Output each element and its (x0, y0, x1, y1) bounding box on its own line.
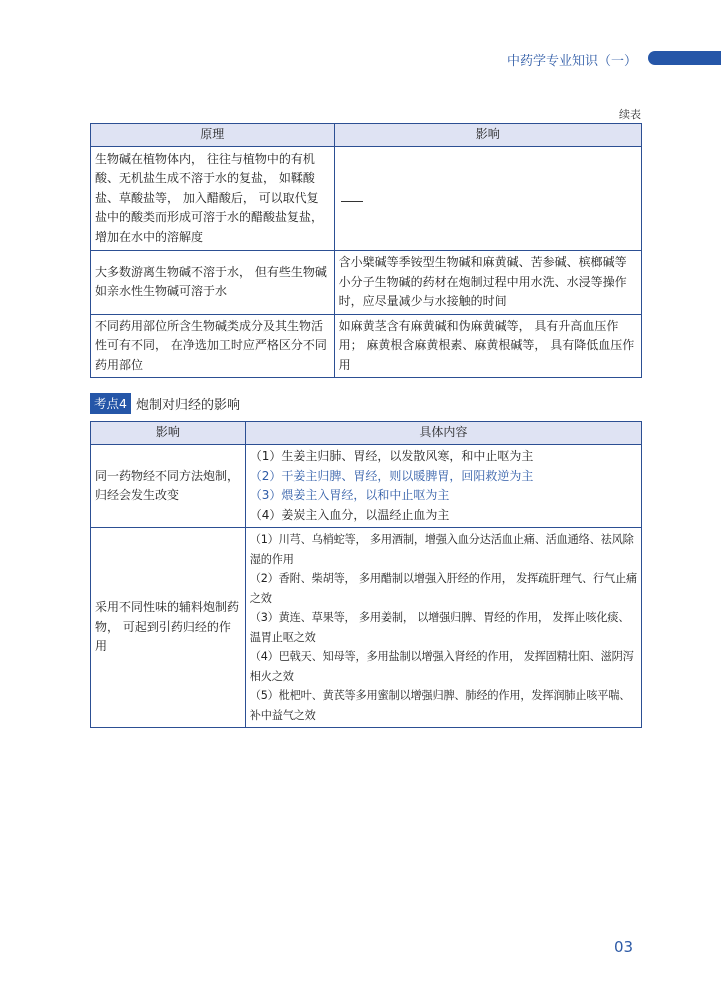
table-header-row (91, 124, 642, 147)
header-accent-bar (648, 51, 721, 65)
column-header: 影响 (91, 422, 246, 445)
effect-cell: 同一药物经不同方法炮制，归经会发生改变 (91, 445, 246, 528)
page-number: 03 (614, 938, 634, 956)
continued-label: 续表 (619, 108, 641, 121)
table-row (91, 147, 642, 251)
content-cell (245, 445, 641, 528)
table-header-row (91, 422, 642, 445)
running-header-title: 中药学专业知识（一） (506, 54, 637, 69)
section-heading (90, 393, 240, 414)
table-row (91, 445, 642, 528)
list-item: （2）干姜主归脾、胃经，则以暖脾胃，回阳救逆为主 (249, 468, 534, 483)
table-row (91, 528, 642, 728)
list-item: （4）巴戟天、知母等，多用盐制以增强入肾经的作用， 发挥固精壮阳、滋阴泻相火之效 (249, 650, 634, 683)
column-header: 原理 (91, 124, 335, 147)
list-item: （4）姜炭主入血分，以温经止血为主 (249, 507, 450, 522)
list-item: （3）黄连、草果等， 多用姜制， 以增强归脾、胃经的作用， 发挥止咳化痰、温胃止呕之效 (249, 611, 630, 644)
list-item: （2）香附、柴胡等， 多用醋制以增强入肝经的作用， 发挥疏肝理气、行气止痛之效 (249, 572, 637, 605)
principle-cell: 不同药用部位所含生物碱类成分及其生物活性可有不同， 在净选加工时应严格区分不同药用部位 (91, 314, 335, 378)
alkaloid-table (90, 123, 642, 378)
principle-cell: 生物碱在植物体内， 往往与植物中的有机酸、无机盐生成不溶于水的复盐， 如鞣酸盐、草酸盐等， 加入醋酸后， 可以取代复盐中的酸类而形成可溶于水的醋酸盐复盐，增加在水中的溶解度 (91, 147, 335, 251)
effect-cell: 含小檗碱等季铵型生物碱和麻黄碱、苦参碱、槟榔碱等小分子生物碱的药材在炮制过程中用水洗、水浸等操作时，应尽量减少与水接触的时间 (334, 251, 641, 315)
effect-cell: 如麻黄茎含有麻黄碱和伪麻黄碱等， 具有升高血压作用； 麻黄根含麻黄根素、麻黄根碱等， 具有降低血压作用 (334, 314, 641, 378)
list-item: （5）枇杷叶、黄芪等多用蜜制以增强归脾、肺经的作用，发挥润肺止咳平喘、补中益气之效 (249, 689, 631, 722)
effect-cell: 采用不同性味的辅料炮制药物， 可起到引药归经的作用 (91, 528, 246, 728)
table-row (91, 314, 642, 378)
meridian-table (90, 421, 642, 728)
table-row (91, 251, 642, 315)
column-header: 具体内容 (245, 422, 641, 445)
list-item: （1）川芎、乌梢蛇等， 多用酒制，增强入血分达活血止痛、活血通络、祛风除湿的作用 (249, 533, 634, 566)
column-header: 影响 (334, 124, 641, 147)
section-title: 炮制对归经的影响 (135, 398, 240, 413)
principle-cell: 大多数游离生物碱不溶于水， 但有些生物碱如亲水性生物碱可溶于水 (91, 251, 335, 315)
dash-mark (341, 201, 363, 202)
list-item: （3）煨姜主入胃经，以和中止呕为主 (249, 488, 450, 502)
list-item: （1）生姜主归肺、胃经，以发散风寒，和中止呕为主 (249, 449, 534, 463)
content-cell (245, 528, 641, 728)
effect-cell (334, 147, 641, 251)
section-badge: 考点4 (90, 393, 131, 414)
